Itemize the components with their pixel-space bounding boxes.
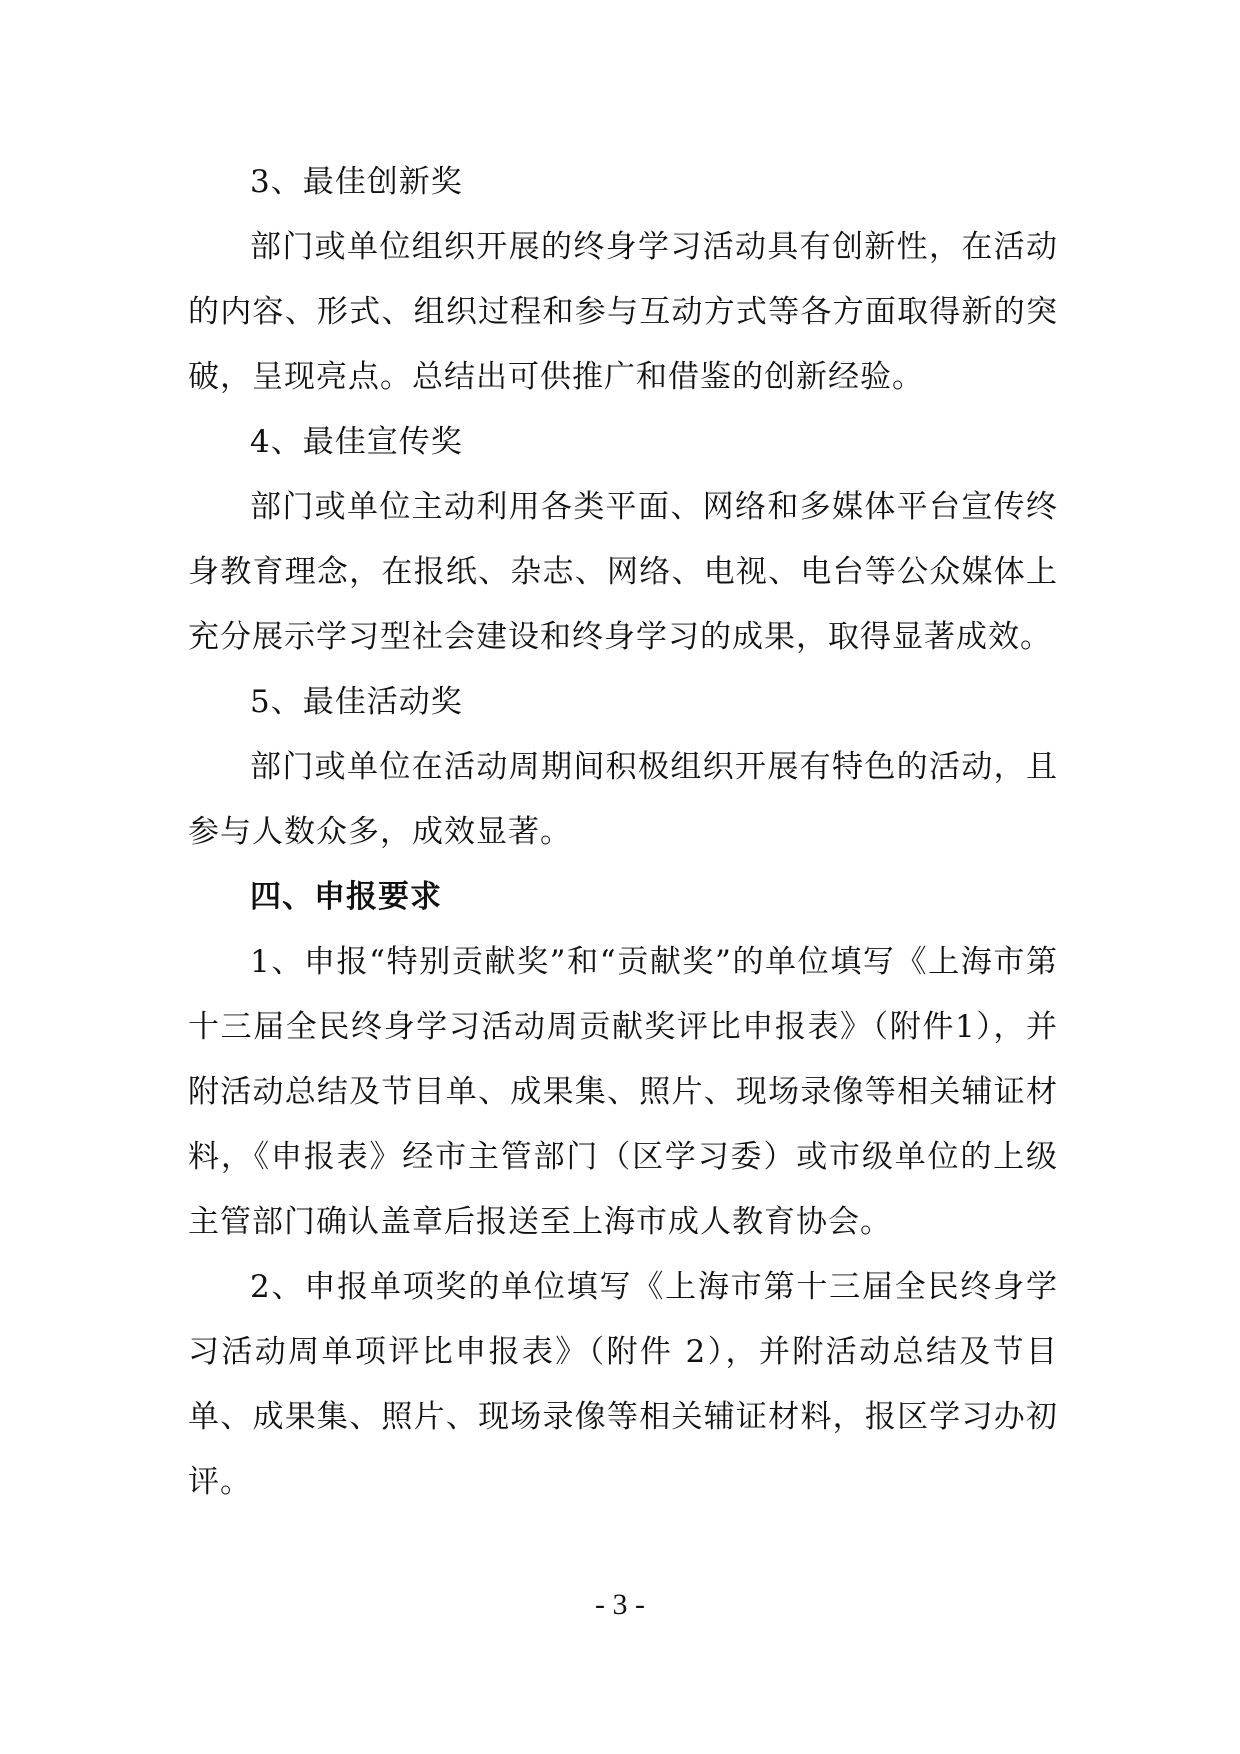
award-body-activity: 部门或单位在活动周期间积极组织开展有特色的活动，且参与人数众多，成效显著。 [188, 749, 1058, 850]
award-body-publicity: 部门或单位主动利用各类平面、网络和多媒体平台宣传终身教育理念，在报纸、杂志、网络、电视、电台等公众媒体上充分展示学习型社会建设和终身学习的成果，取得显著成效。 [188, 489, 1058, 655]
award-heading-publicity: 4、最佳宣传奖 [250, 424, 463, 460]
page-number: - 3 - [595, 1588, 645, 1621]
document-body [188, 150, 1058, 1515]
requirement-item-2: 2、申报单项奖的单位填写《上海市第十三届全民终身学习活动周单项评比申报表》（附件 2），并附活动总结及节目单、成果集、照片、现场录像等相关辅证材料，报区学习办初评。 [188, 1269, 1058, 1500]
award-heading-innovation: 3、最佳创新奖 [250, 164, 463, 200]
section-title-requirements: 四、申报要求 [250, 879, 442, 915]
award-body-innovation: 部门或单位组织开展的终身学习活动具有创新性，在活动的内容、形式、组织过程和参与互动方式等各方面取得新的突破，呈现亮点。总结出可供推广和借鉴的创新经验。 [188, 229, 1058, 395]
award-heading-activity: 5、最佳活动奖 [250, 684, 463, 720]
requirement-item-1: 1、申报“特别贡献奖”和“贡献奖”的单位填写《上海市第十三届全民终身学习活动周贡献奖评比申报表》（附件1），并附活动总结及节目单、成果集、照片、现场录像等相关辅证材料，《申报表》经市主管部门（区学习委）或市级单位的上级主管部门确认盖章后报送至上海市成人教育协会。 [188, 944, 1058, 1240]
